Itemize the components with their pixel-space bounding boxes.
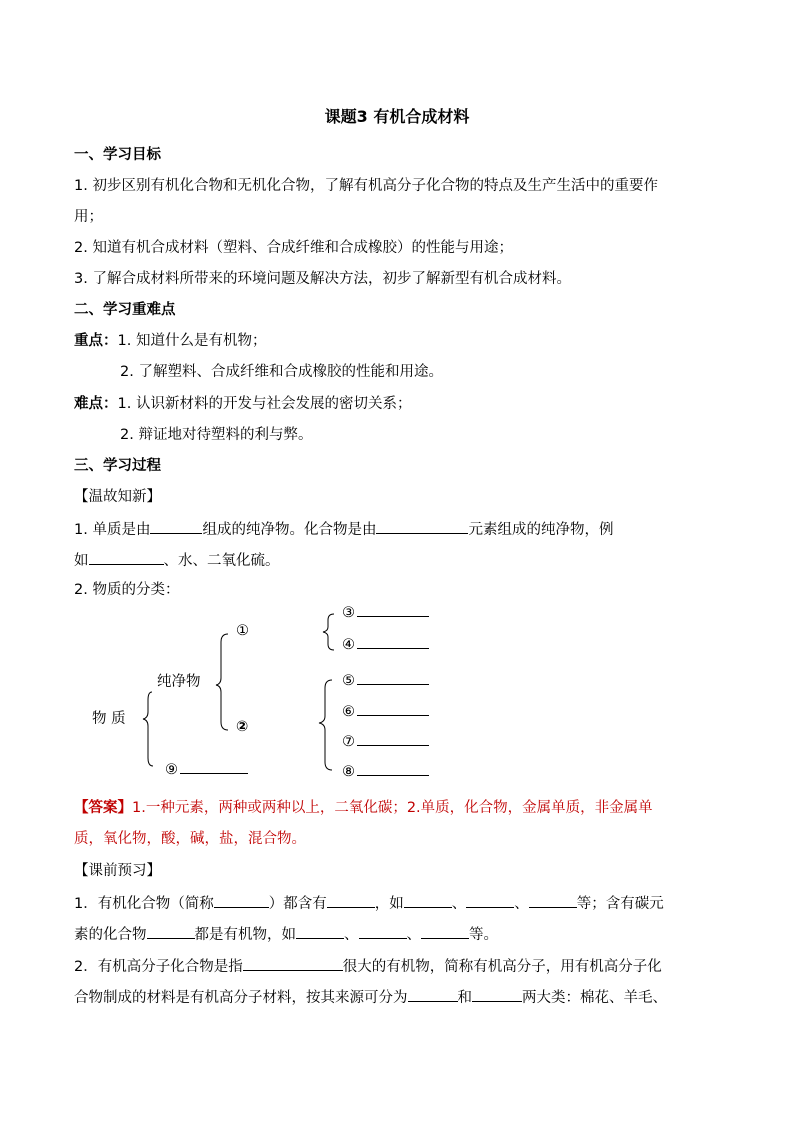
p2-text-a: 2．有机高分子化合物是指 bbox=[74, 959, 243, 975]
node-4-label: ④ bbox=[342, 637, 355, 653]
p1-text-b: ）都含有 bbox=[268, 896, 327, 912]
p2-text-c: 合物制成的材料是有机高分子材料，按其来源可分为 bbox=[74, 990, 408, 1006]
goal-1-line-2: 用； bbox=[74, 209, 103, 225]
p2-text-b: 很大的有机物，简称有机高分子，用有机高分子化 bbox=[342, 959, 662, 975]
p1-text-k: 等。 bbox=[469, 927, 498, 943]
preview-question-1-line-1 bbox=[74, 892, 664, 914]
p1-text-j: 、 bbox=[406, 927, 421, 943]
p1-text-f: 等；含有碳元 bbox=[576, 896, 664, 912]
p1-text-g: 素的化合物 bbox=[74, 927, 147, 943]
diagram-node-pure-substance: 纯净物 bbox=[157, 674, 201, 690]
node-5-label: ⑤ bbox=[342, 673, 355, 689]
q1-text-a: 1. 单质是由 bbox=[74, 522, 151, 538]
section-heading-process: 三、学习过程 bbox=[74, 458, 161, 474]
page-title: 课题3 有机合成材料 bbox=[324, 107, 470, 126]
p1-text-e: 、 bbox=[514, 896, 529, 912]
node-6-label: ⑥ bbox=[342, 704, 355, 720]
answer-line-1 bbox=[74, 798, 653, 818]
q1-text-b: 组成的纯净物。化合物是由 bbox=[202, 522, 377, 538]
fill-blank[interactable] bbox=[357, 761, 429, 776]
p2-text-d: 和 bbox=[457, 990, 472, 1006]
key-point-2: 2. 了解塑料、合成纤维和合成橡胶的性能和用途。 bbox=[120, 364, 443, 380]
fill-blank[interactable] bbox=[147, 923, 195, 939]
answer-text-1: 1.一种元素，两种或两种以上，二氧化碳；2.单质，化合物，金属单质，非金属单 bbox=[132, 800, 653, 816]
key-point-1-text: 1. 知道什么是有机物； bbox=[117, 333, 267, 349]
fill-blank[interactable] bbox=[466, 892, 514, 908]
preview-title: 【课前预习】 bbox=[74, 863, 161, 879]
diagram-node-4 bbox=[342, 634, 429, 655]
fill-blank[interactable] bbox=[327, 892, 375, 908]
diagram-node-6 bbox=[342, 701, 429, 722]
p1-text-c: ，如 bbox=[374, 896, 404, 912]
p2-text-e: 两大类：棉花、羊毛、 bbox=[522, 990, 667, 1006]
review-title: 【温故知新】 bbox=[74, 489, 161, 505]
fill-blank[interactable] bbox=[404, 892, 452, 908]
difficulty-1-text: 1. 认识新材料的开发与社会发展的密切关系； bbox=[117, 396, 412, 412]
q1-text-e: 、水、二氧化硫。 bbox=[163, 553, 280, 569]
diagram-node-5 bbox=[342, 670, 429, 691]
fill-blank[interactable] bbox=[472, 986, 522, 1002]
answer-label: 【答案】 bbox=[74, 800, 132, 816]
fill-blank[interactable] bbox=[357, 670, 429, 685]
goal-1-line-1: 1. 初步区别有机化合物和无机化合物，了解有机高分子化合物的特点及生产生活中的重要作 bbox=[74, 178, 658, 194]
node-9-label: ⑨ bbox=[165, 762, 178, 778]
review-question-2: 2. 物质的分类： bbox=[74, 582, 180, 598]
fill-blank[interactable] bbox=[408, 986, 458, 1002]
diagram-node-1: ① bbox=[236, 623, 249, 639]
goal-3: 3. 了解合成材料所带来的环境问题及解决方法，初步了解新型有机合成材料。 bbox=[74, 271, 571, 287]
fill-blank[interactable] bbox=[296, 923, 344, 939]
fill-blank[interactable] bbox=[359, 923, 407, 939]
fill-blank[interactable] bbox=[357, 701, 429, 716]
fill-blank[interactable] bbox=[529, 892, 577, 908]
preview-question-1-line-2 bbox=[74, 923, 498, 945]
p1-text-d: 、 bbox=[451, 896, 467, 912]
section-heading-key-points: 二、学习重难点 bbox=[74, 302, 176, 318]
fill-blank[interactable] bbox=[214, 892, 269, 908]
fill-blank[interactable] bbox=[180, 759, 248, 774]
fill-blank[interactable] bbox=[357, 634, 429, 649]
p1-text-i: 、 bbox=[344, 927, 359, 943]
node-7-label: ⑦ bbox=[342, 734, 355, 750]
diagram-node-9 bbox=[165, 759, 248, 780]
q1-text-d: 如 bbox=[74, 553, 89, 569]
diagram-node-matter: 物 质 bbox=[92, 711, 126, 727]
answer-line-2: 质，氧化物，酸，碱，盐，混合物。 bbox=[74, 831, 306, 847]
p1-text-h: 都是有机物，如 bbox=[194, 927, 296, 943]
diagram-node-3 bbox=[342, 602, 429, 623]
preview-question-2-line-2 bbox=[74, 986, 667, 1008]
fill-blank[interactable] bbox=[357, 602, 429, 617]
goal-2: 2. 知道有机合成材料（塑料、合成纤维和合成橡胶）的性能与用途； bbox=[74, 240, 513, 256]
diagram-node-2: ② bbox=[236, 719, 249, 735]
difficulty-label: 难点： bbox=[74, 396, 118, 412]
node-8-label: ⑧ bbox=[342, 764, 355, 780]
difficulty-2: 2. 辩证地对待塑料的利与弊。 bbox=[120, 427, 313, 443]
diagram-node-8 bbox=[342, 761, 429, 782]
fill-blank[interactable] bbox=[421, 923, 469, 939]
fill-blank[interactable] bbox=[357, 731, 429, 746]
fill-blank[interactable] bbox=[243, 955, 343, 971]
diagram-node-7 bbox=[342, 731, 429, 752]
key-label: 重点： bbox=[74, 333, 118, 349]
p1-text-a: 1．有机化合物（简称 bbox=[74, 896, 214, 912]
section-heading-goals: 一、学习目标 bbox=[74, 147, 161, 163]
node-3-label: ③ bbox=[342, 605, 355, 621]
q1-text-c: 元素组成的纯净物，例 bbox=[468, 522, 614, 538]
preview-question-2-line-1 bbox=[74, 955, 662, 977]
